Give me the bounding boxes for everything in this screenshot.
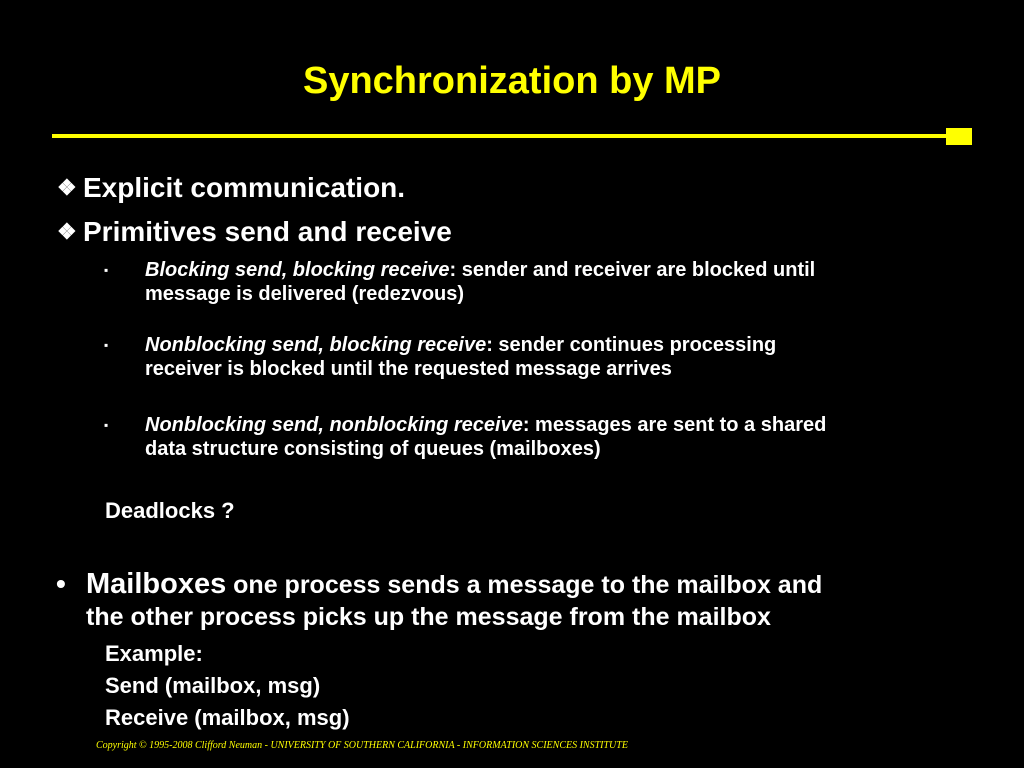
sub-bullet-line1 bbox=[145, 333, 985, 357]
deadlocks-text: Deadlocks ? bbox=[105, 498, 235, 523]
sub-bullet-text: : sender continues processing bbox=[486, 334, 777, 356]
mailboxes-text: one process sends a message to the mailbox and bbox=[226, 571, 823, 599]
sub-bullet-line1 bbox=[145, 413, 985, 437]
example-receive: Receive (mailbox, msg) bbox=[105, 705, 350, 730]
example-send: Send (mailbox, msg) bbox=[105, 673, 321, 698]
sub-bullet-nonblocking-send bbox=[104, 333, 985, 381]
sub-bullet-line1 bbox=[145, 258, 985, 282]
square-bullet-icon: ▪ bbox=[104, 418, 109, 432]
sub-bullet-nonblocking-both bbox=[104, 413, 985, 461]
diamond-bullet-icon: ❖ bbox=[57, 175, 77, 200]
diamond-bullet-icon: ❖ bbox=[57, 219, 77, 244]
copyright-footer: Copyright © 1995-2008 Clifford Neuman - UNIVERSITY OF SOUTHERN CALIFORNIA - INFORMATION SCIENCES INSTITUTE bbox=[96, 740, 628, 751]
round-bullet-icon: • bbox=[56, 568, 66, 599]
square-bullet-icon: ▪ bbox=[104, 263, 109, 277]
sub-bullet-text: : messages are sent to a shared bbox=[522, 414, 827, 436]
sub-bullet-blocking bbox=[104, 258, 985, 306]
sub-bullet-term: Nonblocking send, nonblocking receive bbox=[145, 414, 523, 436]
example-label: Example: bbox=[105, 641, 203, 666]
mailboxes-term: Mailboxes bbox=[86, 568, 227, 600]
bullet-text: Primitives send and receive bbox=[83, 216, 452, 247]
mailboxes-line2: the other process picks up the message from the mailbox bbox=[86, 603, 771, 631]
bullet-explicit-communication bbox=[57, 171, 405, 205]
sub-bullet-line2: data structure consisting of queues (mailboxes) bbox=[145, 438, 601, 460]
sub-bullet-text: : sender and receiver are blocked until bbox=[449, 259, 816, 281]
bullet-text: Explicit communication. bbox=[83, 172, 406, 203]
mailboxes-line1 bbox=[86, 568, 986, 601]
sub-bullet-line2: receiver is blocked until the requested message arrives bbox=[145, 358, 672, 380]
sub-bullet-term: Blocking send, blocking receive bbox=[145, 259, 450, 281]
bullet-mailboxes bbox=[56, 568, 986, 633]
sub-bullet-line2: message is delivered (redezvous) bbox=[145, 283, 465, 305]
bullet-primitives bbox=[57, 215, 452, 249]
square-bullet-icon: ▪ bbox=[104, 338, 109, 352]
slide-title: Synchronization by MP bbox=[302, 60, 722, 102]
sub-bullet-term: Nonblocking send, blocking receive bbox=[145, 334, 487, 356]
title-divider-square bbox=[946, 128, 972, 145]
title-divider-line bbox=[52, 134, 952, 138]
